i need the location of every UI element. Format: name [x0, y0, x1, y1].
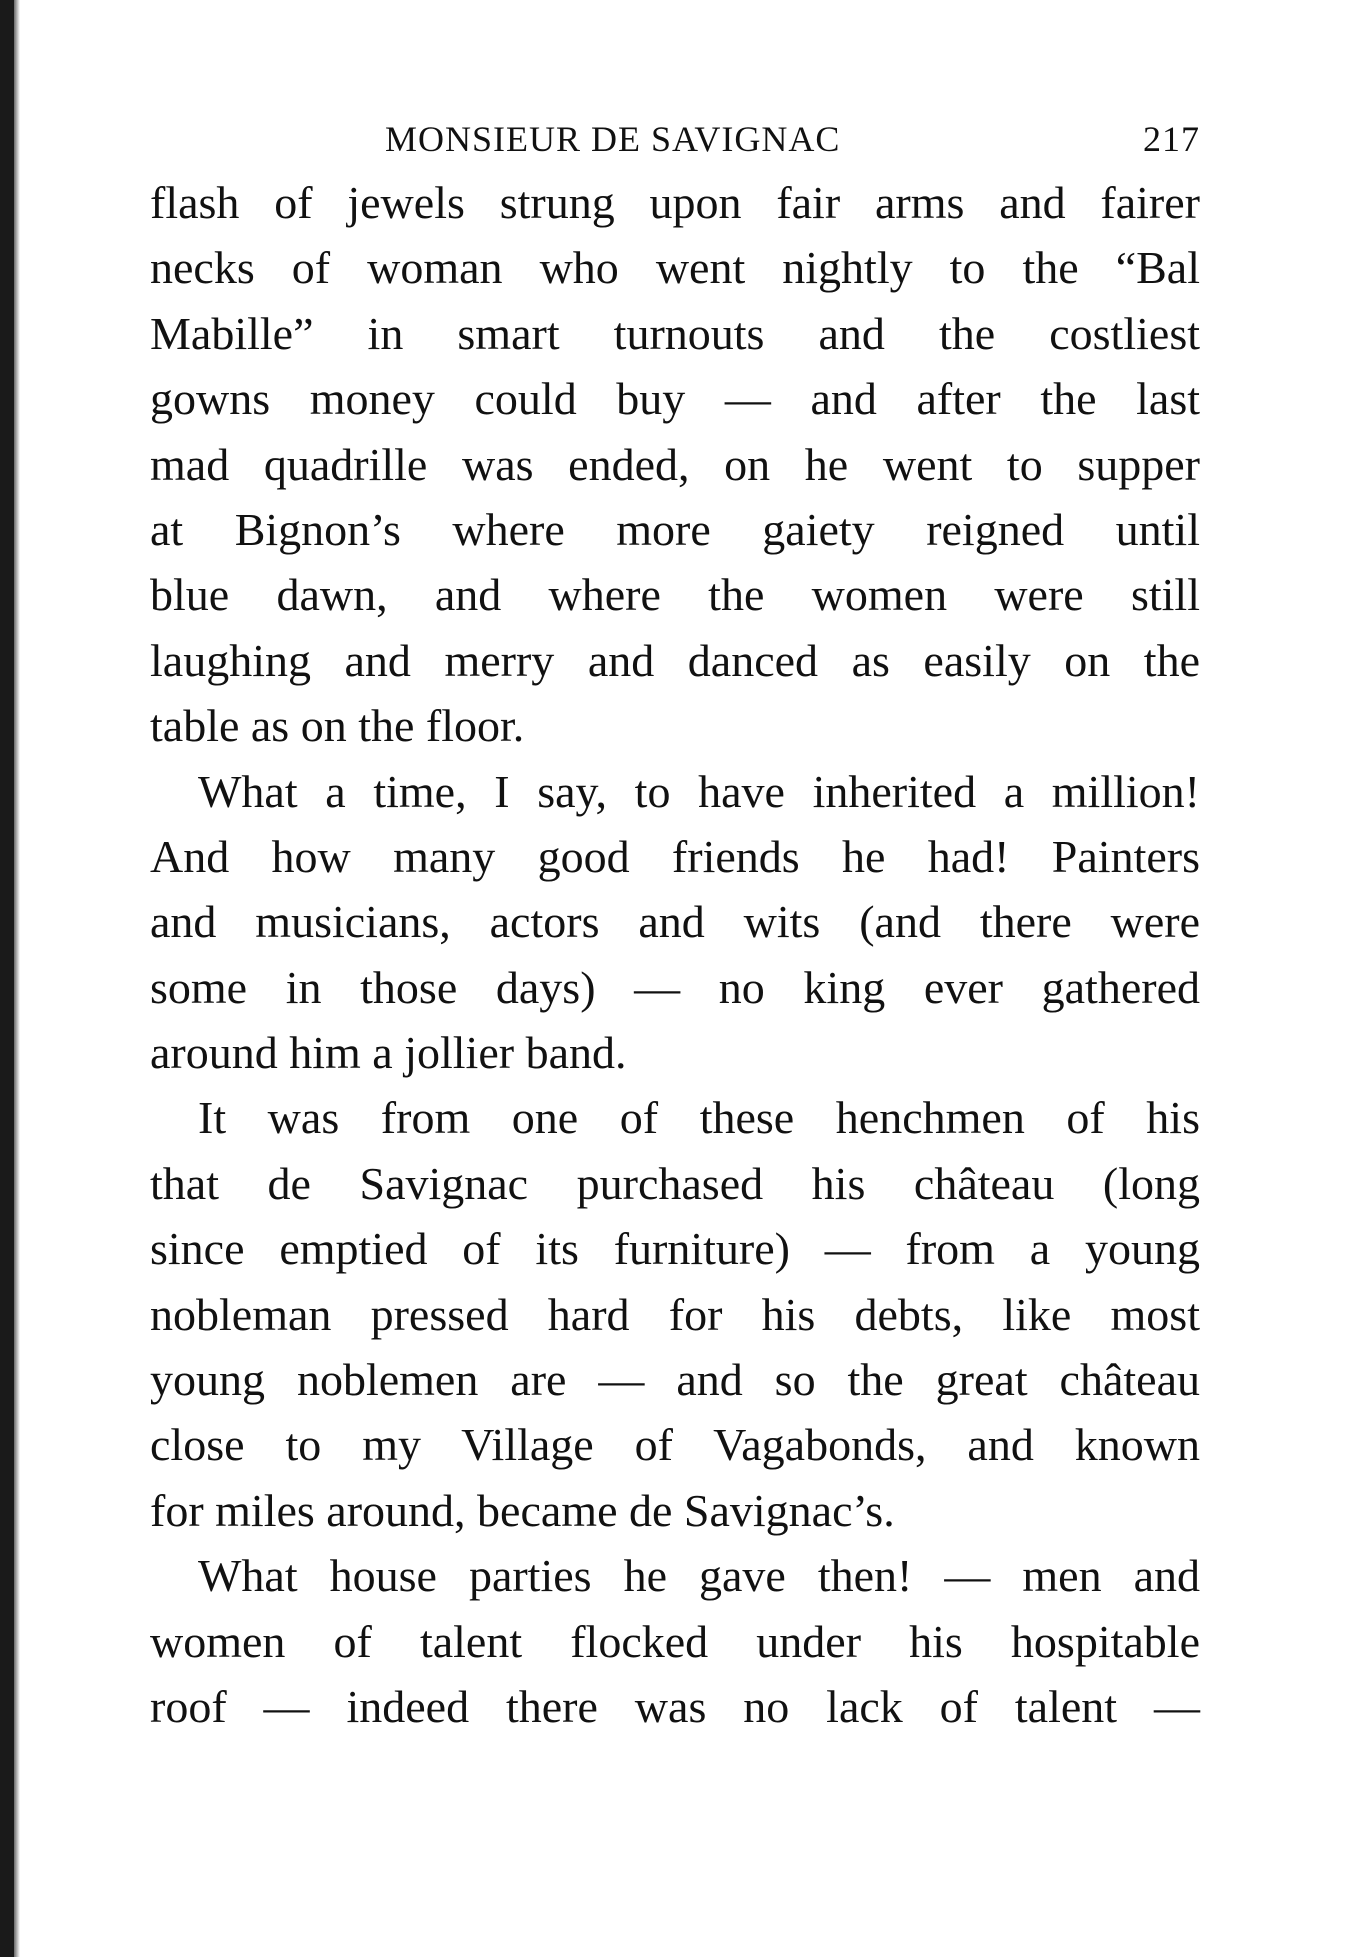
text-line: It was from one of these henchmen of his — [198, 1092, 1200, 1144]
running-title: MONSIEUR DE SAVIGNAC — [385, 119, 841, 159]
running-head — [150, 110, 1200, 170]
text-line: that de Savignac purchased his château (long — [150, 1157, 1200, 1209]
text-line: What a time, I say, to have inherited a million! — [198, 765, 1200, 817]
page-number: 217 — [1143, 119, 1200, 159]
paragraph-2 — [150, 759, 1200, 1086]
text-line: laughing and merry and danced as easily on the — [150, 634, 1200, 686]
text-line: flash of jewels strung upon fair arms and fairer — [150, 177, 1200, 228]
text-line: young noblemen are — and so the great château — [150, 1354, 1200, 1406]
scan-page-edge — [0, 0, 14, 1957]
book-page — [150, 110, 1200, 1739]
text-line: table as on the floor. — [150, 700, 525, 752]
text-line: some in those days) — no king ever gathered — [150, 961, 1200, 1013]
scan-edge-shadow — [14, 0, 20, 1957]
text-line: gowns money could buy — and after the last — [150, 373, 1200, 425]
text-line: necks of woman who went nightly to the “Bal — [150, 242, 1200, 294]
text-line: close to my Village of Vagabonds, and known — [150, 1419, 1200, 1471]
text-line: blue dawn, and where the women were still — [150, 569, 1200, 621]
paragraph-1 — [150, 170, 1200, 759]
text-line: women of talent flocked under his hospitable — [150, 1615, 1200, 1667]
text-line: for miles around, became de Savignac’s. — [150, 1484, 895, 1536]
text-line: Mabille” in smart turnouts and the costliest — [150, 307, 1200, 359]
paragraph-4 — [150, 1543, 1200, 1739]
text-line: roof — indeed there was no lack of talent — — [150, 1680, 1200, 1732]
text-line: What house parties he gave then! — men and — [198, 1550, 1200, 1602]
paragraph-3 — [150, 1085, 1200, 1543]
text-line: nobleman pressed hard for his debts, like most — [150, 1288, 1200, 1340]
text-line: mad quadrille was ended, on he went to supper — [150, 438, 1200, 490]
body-text — [150, 170, 1200, 1739]
text-line: since emptied of its furniture) — from a young — [150, 1223, 1200, 1275]
text-line: And how many good friends he had! Painters — [150, 830, 1200, 882]
text-line: around him a jollier band. — [150, 1027, 627, 1079]
text-line: at Bignon’s where more gaiety reigned until — [150, 503, 1200, 555]
text-line: and musicians, actors and wits (and there were — [150, 896, 1200, 948]
